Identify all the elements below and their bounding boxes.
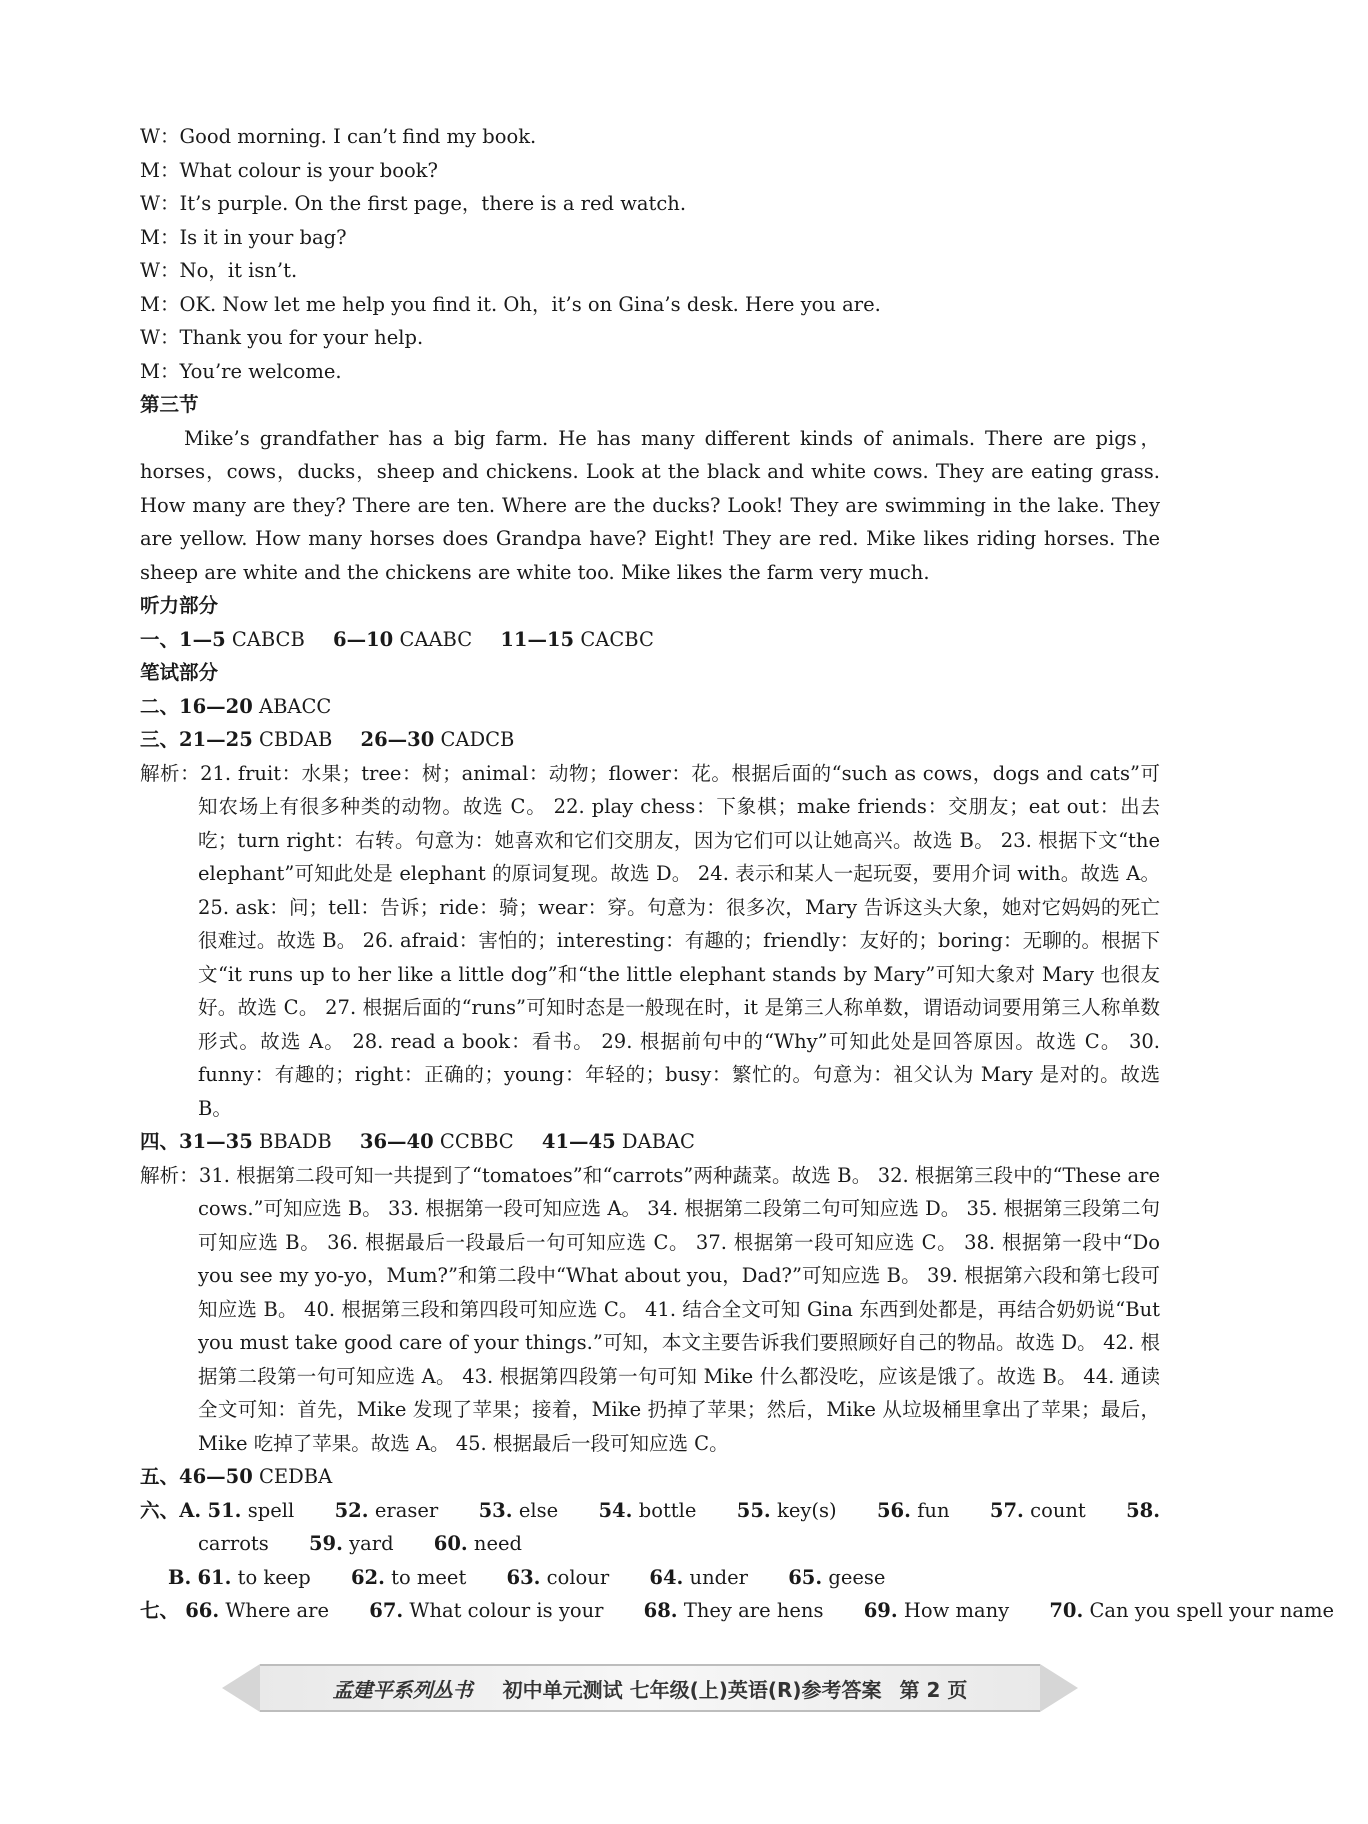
- part7-item-number: 70.: [1049, 1599, 1084, 1622]
- dialogue-line: W：Good morning. I can’t find my book.: [140, 125, 537, 148]
- footer-series: 孟建平系列丛书: [332, 1677, 473, 1702]
- part6a-item-number: 52.: [334, 1498, 369, 1522]
- part7-item-answer: What colour is your: [409, 1599, 604, 1622]
- part4-ans2: CCBBC: [439, 1130, 514, 1153]
- part6a-item-number: 55.: [736, 1498, 771, 1522]
- written-heading: 笔试部分: [140, 661, 219, 684]
- part6a-item-number: 54.: [598, 1498, 633, 1522]
- part6a-item-number: 60.: [433, 1532, 468, 1555]
- analysis-part4: 解析：31. 根据第二段可知一共提到了“tomatoes”和“carrots”两种蔬菜。故选 B。 32. 根据第三段中的“These are cows.”可知应选 B。 33. 根据第一段可知应选 A。 34. 根据第二段第二句可知应选 D。 35. 根据第三段第二句可知应选 B。 36. 根据最后一段最后一句可知应选 C。 37. 根据第一段可知应选 C。 38. 根据第一段中“Do you see my yo-yo，Mum?”和第二段中“What about you，Dad?”可知应选 B。 39. 根据第六段和第七段可知应选 B。 40. 根据第三段和第四段可知应选 C。 41. 结合全文可知 Gina 东西到处都是，再结合奶奶说“But you must take good care of your things.”可知，本文主要告诉我们要照顾好自己的物品。故选 D。 42. 根据第二段第一句可知应选 A。 43. 根据第四段第一句可知 Mike 什么都没吃，应该是饿了。故选 B。 44. 通读全文可知：首先，Mike 发现了苹果；接着，Mike 扔掉了苹果；然后，Mike 从垃圾桶里拿出了苹果；最后，Mike 吃掉了苹果。故选 A。 45. 根据最后一段可知应选 C。: [140, 1163, 1160, 1455]
- part1-ans1: CABCB: [231, 627, 305, 651]
- part6b-item-number: 62.: [350, 1565, 385, 1589]
- section3-title: 第三节: [140, 393, 199, 416]
- part3-ans1: CBDAB: [259, 728, 333, 751]
- part7-item-answer: Where are: [225, 1599, 330, 1622]
- dialogue-line: W：Thank you for your help.: [140, 326, 424, 349]
- part7-prefix: 七、: [140, 1599, 180, 1622]
- part6a-item-answer: key(s): [777, 1498, 837, 1522]
- part4-range1: 31—35: [179, 1130, 253, 1153]
- part1-prefix: 一、: [140, 627, 180, 651]
- part3-range2: 26—30: [360, 728, 435, 751]
- page-content: [140, 120, 1335, 1628]
- answers-part3: [140, 723, 1160, 757]
- part3-ans2: CADCB: [440, 728, 515, 751]
- footer-title: 初中单元测试 七年级(上)英语(R)参考答案: [502, 1677, 882, 1702]
- part2-ans1: ABACC: [259, 694, 332, 718]
- part6b-item-answer: to keep: [237, 1565, 311, 1589]
- part3-range1: 21—25: [179, 728, 253, 751]
- part5-prefix: 五、: [140, 1465, 180, 1488]
- part6a-item-number: 56.: [876, 1498, 911, 1522]
- part6a-item-number: 51.: [207, 1498, 242, 1522]
- part6a-item-answer: bottle: [638, 1498, 697, 1522]
- part7-item-number: 69.: [863, 1599, 898, 1622]
- part6b-item-number: 65.: [788, 1565, 823, 1589]
- part4-range3: 41—45: [541, 1130, 616, 1153]
- part4-prefix: 四、: [140, 1130, 180, 1153]
- footer-page-number: 第 2 页: [899, 1677, 968, 1702]
- part1-ans3: CACBC: [580, 627, 654, 651]
- part6b-item-answer: colour: [546, 1565, 610, 1589]
- part5-range1: 46—50: [179, 1465, 253, 1488]
- part1-ans2: CAABC: [399, 627, 473, 651]
- part6b-item-number: 63.: [506, 1565, 541, 1589]
- dialogue-line: M：Is it in your bag?: [140, 225, 347, 249]
- part6a-item-number: 58.: [1126, 1498, 1161, 1522]
- listening-heading: 听力部分: [140, 594, 219, 617]
- part6a-item-answer: yard: [349, 1532, 394, 1555]
- part7-item-number: 68.: [643, 1599, 678, 1622]
- part6a-item-answer: carrots: [198, 1532, 269, 1555]
- dialogue-line: W：It’s purple. On the first page，there is a red watch.: [140, 192, 687, 215]
- part7-item-answer: How many: [903, 1599, 1010, 1622]
- part6a-item-answer: spell: [247, 1498, 295, 1522]
- part5-ans1: CEDBA: [259, 1465, 333, 1488]
- answers-part6b: [140, 1561, 1160, 1595]
- part1-range2: 6—10: [333, 627, 394, 651]
- section3-passage: Mike’s grandfather has a big farm. He has many different kinds of animals. There are pigs，horses，cows，ducks，sheep and chickens. Look at the black and white cows. They are eating grass. How many are they? There are ten. Where are the ducks? Look! They are swimming in the lake. They are yellow. How many horses does Grandpa have? Eight! They are red. Mike likes riding horses. The sheep are white and the chickens are white too. Mike likes the farm very much.: [140, 426, 1160, 584]
- part6a-item-number: 53.: [478, 1498, 513, 1522]
- dialogue-block: [140, 120, 1160, 388]
- part6b-item-answer: to meet: [391, 1565, 467, 1589]
- part7-item-number: 67.: [369, 1599, 404, 1622]
- answers-part1: [140, 623, 1160, 657]
- dialogue-line: W：No，it isn’t.: [140, 259, 298, 282]
- part7-item-answer: They are hens: [683, 1599, 824, 1622]
- part1-range3: 11—15: [500, 627, 575, 651]
- part4-ans1: BBADB: [259, 1130, 332, 1153]
- answers-part7: [140, 1594, 1335, 1628]
- part4-range2: 36—40: [359, 1130, 434, 1153]
- part2-prefix: 二、: [140, 694, 180, 718]
- part3-prefix: 三、: [140, 728, 180, 751]
- page-footer: [260, 1664, 1040, 1712]
- analysis-part3: 解析：21. fruit：水果；tree：树；animal：动物；flower：花。根据后面的“such as cows，dogs and cats”可知农场上有很多种类的动物。故选 C。 22. play chess：下象棋；make friends：交朋友；eat out：出去吃；turn right：右转。句意为：她喜欢和它们交朋友，因为它们可以让她高兴。故选 B。 23. 根据下文“the elephant”可知此处是 elephant 的原词复现。故选 D。 24. 表示和某人一起玩耍，要用介词 with。故选 A。 25. ask：问；tell：告诉；ride：骑；wear：穿。句意为：很多次，Mary 告诉这头大象，她对它妈妈的死亡很难过。故选 B。 26. afraid：害怕的；interesting：有趣的；friendly：友好的；boring：无聊的。根据下文“it runs up to her like a little dog”和“the little elephant stands by Mary”可知大象对 Mary 也很友好。故选 C。 27. 根据后面的“runs”可知时态是一般现在时，it 是第三人称单数，谓语动词要用第三人称单数形式。故选 A。 28. read a book：看书。 29. 根据前句中的“Why”可知此处是回答原因。故选 C。 30. funny：有趣的；right：正确的；young：年轻的；busy：繁忙的。句意为：祖父认为 Mary 是对的。故选 B。: [140, 761, 1160, 1120]
- part6a-item-answer: fun: [917, 1498, 950, 1522]
- part7-item-number: 66.: [185, 1599, 220, 1622]
- part2-range1: 16—20: [179, 694, 253, 718]
- part4-ans3: DABAC: [621, 1130, 695, 1153]
- part6b-item-number: 64.: [649, 1565, 684, 1589]
- answers-part4: [140, 1125, 1160, 1159]
- dialogue-line: M：OK. Now let me help you find it. Oh，it’s on Gina’s desk. Here you are.: [140, 292, 881, 316]
- answers-part2: [140, 690, 1160, 724]
- part6a-item-number: 59.: [308, 1532, 343, 1555]
- dialogue-line: M：What colour is your book?: [140, 158, 438, 182]
- part6a-item-answer: count: [1030, 1498, 1086, 1522]
- dialogue-line: M：You’re welcome.: [140, 359, 342, 383]
- part6a-item-number: 57.: [989, 1498, 1024, 1522]
- answers-part5: [140, 1460, 1160, 1494]
- part1-range1: 1—5: [179, 627, 226, 651]
- footer-left-arrow: [222, 1664, 260, 1712]
- part6a-prefix: 六、A.: [140, 1498, 202, 1522]
- part6a-item-answer: need: [473, 1532, 523, 1555]
- part6a-item-answer: eraser: [374, 1498, 439, 1522]
- answers-part6a: [140, 1494, 1160, 1561]
- part6b-item-answer: geese: [828, 1565, 886, 1589]
- part6b-prefix: B.: [168, 1565, 192, 1589]
- part6b-item-answer: under: [689, 1565, 748, 1589]
- part6b-item-number: 61.: [197, 1565, 232, 1589]
- part7-item-answer: Can you spell your name: [1089, 1599, 1335, 1622]
- footer-right-arrow: [1040, 1664, 1078, 1712]
- part6a-item-answer: else: [518, 1498, 559, 1522]
